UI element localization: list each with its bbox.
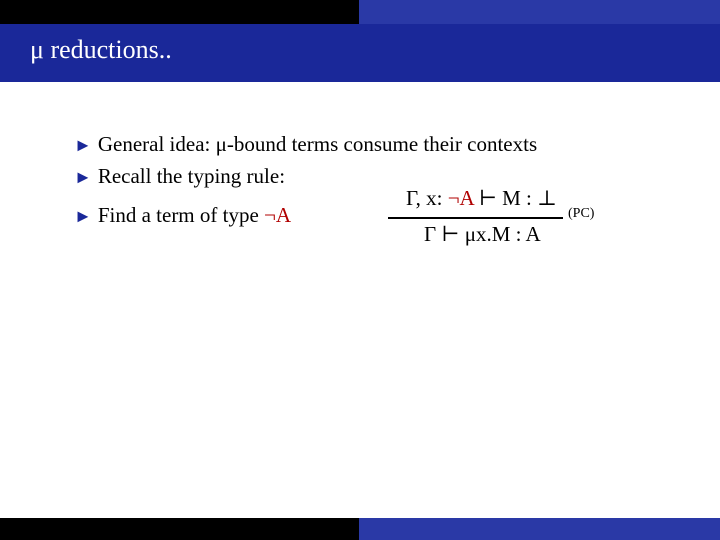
bullet-arrow-icon: ► [74, 206, 92, 226]
bottom-bar-dark [0, 518, 359, 540]
bullet-arrow-icon: ► [74, 135, 92, 155]
rule-name: (PC) [568, 206, 595, 221]
bullet-arrow-icon: ► [74, 167, 92, 187]
bottom-bar-blue [359, 518, 720, 540]
bullet-find-term [74, 201, 291, 230]
bullet-text: Find a term of type [97, 203, 265, 227]
bullet-text: Recall the typing rule: [97, 164, 286, 188]
rule-premise [406, 184, 557, 212]
rule-conclusion: Γ ⊢ μx.M : A [424, 222, 541, 246]
bullet-highlight: ¬A [264, 203, 292, 227]
slide-title: μ reductions.. [30, 35, 172, 64]
typing-rule [388, 180, 608, 260]
premise-part: Γ, x: [406, 186, 448, 210]
premise-part: ⊢ M : ⊥ [473, 186, 557, 210]
bullet-general-idea [74, 130, 537, 159]
bullet-text: General idea: μ-bound terms consume their contexts [97, 132, 538, 156]
top-bar-blue [359, 0, 720, 24]
premise-highlight: ¬A [447, 186, 474, 210]
inference-line [388, 217, 563, 219]
top-bar-dark [0, 0, 359, 24]
bullet-recall-rule [74, 162, 285, 191]
